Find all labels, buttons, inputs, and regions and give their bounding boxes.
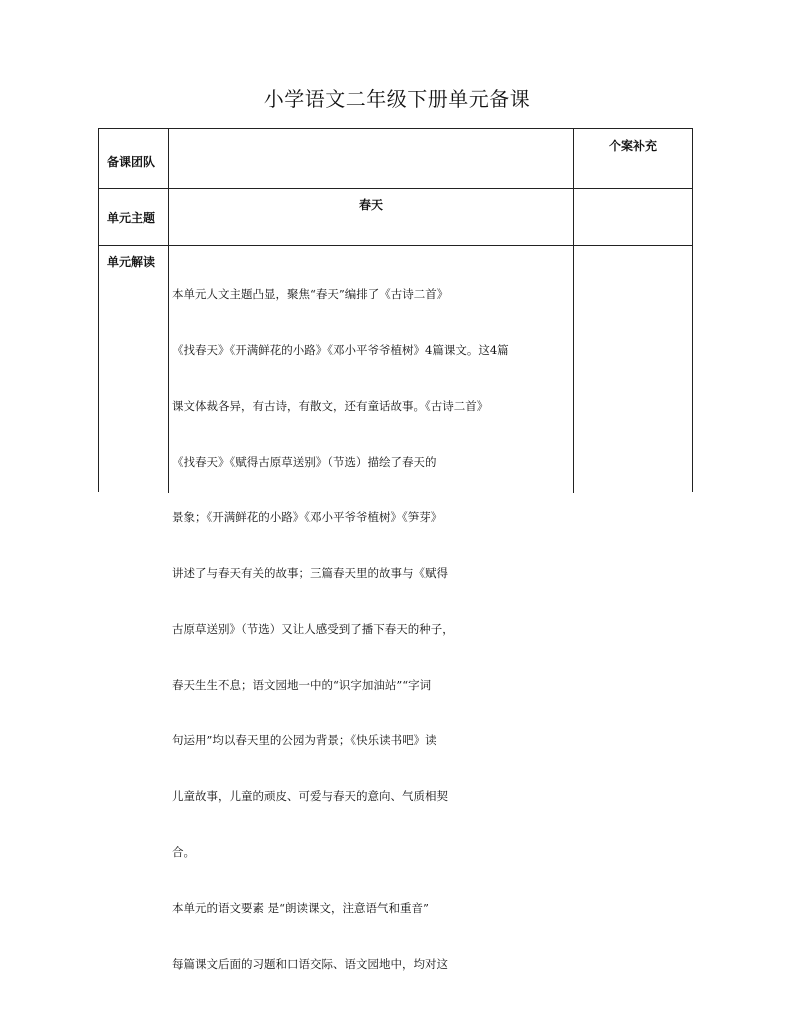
text-line: 《找春天》《赋得古原草送别》（节选）描绘了春天的 <box>172 454 437 469</box>
text-line: 本单元的语文要素 是“朗读课文，注意语气和重音” <box>172 900 429 915</box>
theme-label: 单元主题 <box>107 211 156 225</box>
team-row <box>99 129 692 189</box>
text-line: 春天生生不息；语文园地一中的“识字加油站”“字词 <box>172 677 432 692</box>
interpretation-text <box>172 248 577 971</box>
text-line: 合。 <box>172 845 195 859</box>
theme-row <box>99 189 692 246</box>
column-divider <box>168 129 169 188</box>
text-line: 课文体裁各异，有古诗，有散文，还有童话故事。《古诗二首》 <box>172 398 489 413</box>
column-divider <box>168 246 169 493</box>
supplement-label: 个案补充 <box>608 139 657 153</box>
page-title: 小学语文二年级下册单元备课 <box>263 87 531 111</box>
interpretation-row <box>99 246 692 971</box>
text-line: 儿童故事，儿童的顽皮、可爱与春天的意向、气质相契 <box>172 789 448 804</box>
text-line: 每篇课文后面的习题和口语交际、语文园地中，均对这 <box>172 956 448 971</box>
lesson-plan-table <box>98 128 693 971</box>
interpretation-label: 单元解读 <box>107 255 156 269</box>
theme-value: 春天 <box>358 198 383 212</box>
text-line: 古原草送别》（节选）又让人感受到了播下春天的种子， <box>172 621 454 636</box>
team-label: 备课团队 <box>107 155 156 169</box>
text-line: 句运用”均以春天里的公园为背景；《快乐读书吧》读 <box>172 733 437 748</box>
text-line: 本单元人文主题凸显，聚焦“春天”编排了《古诗二首》 <box>172 287 449 302</box>
text-line: 《找春天》《开满鲜花的小路》《邓小平爷爷植树》4篇课文。这4篇 <box>172 342 509 357</box>
text-line: 景象；《开满鲜花的小路》《邓小平爷爷植树》《笋芽》 <box>172 510 443 525</box>
column-divider <box>573 189 574 245</box>
text-line: 讲述了与春天有关的故事；三篇春天里的故事与《赋得 <box>172 566 448 581</box>
